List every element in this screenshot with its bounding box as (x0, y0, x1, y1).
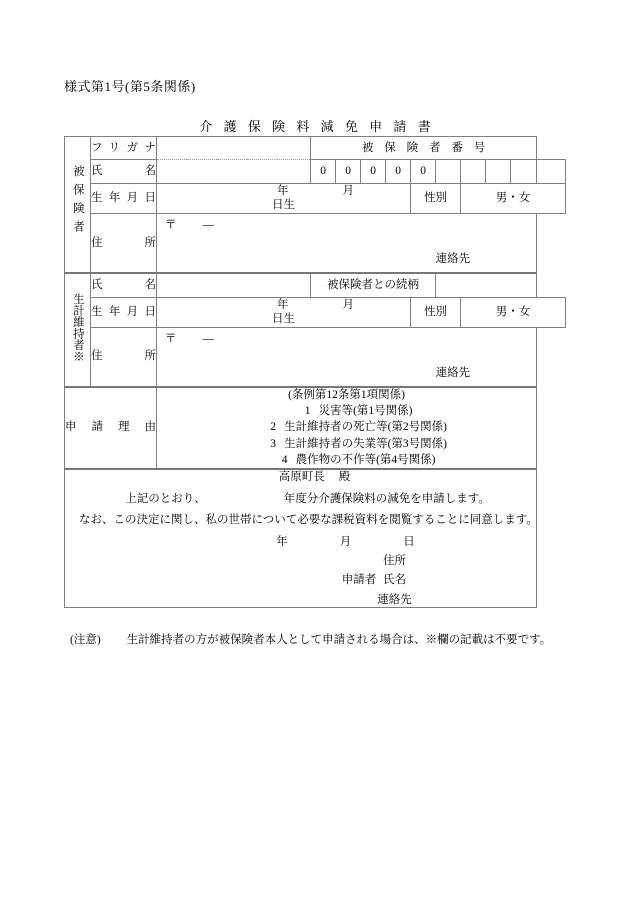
insured-birth-year-unit: 年 (277, 185, 289, 197)
reason-item-1[interactable] (173, 404, 536, 418)
insured-number-digit-7[interactable] (461, 160, 486, 184)
supporter-address-label: 住 所 (91, 327, 157, 387)
applicant-name-label: 氏名 (383, 574, 407, 587)
insured-address-input[interactable] (157, 213, 537, 273)
applicant-label: 申請者 (341, 574, 377, 587)
application-form-table (64, 136, 566, 608)
insured-number-header: 被 保 険 者 番 号 (311, 137, 537, 160)
reason-item-2-text: 生計維持者の死亡等(第2号関係) (284, 421, 448, 434)
insured-side-label-text: 被保険者 (71, 165, 84, 240)
supporter-zip-dash: — (202, 332, 214, 345)
insured-birth-row (65, 184, 566, 214)
insured-birth-label: 生年月日 (91, 184, 157, 214)
supporter-name-input[interactable] (157, 273, 311, 298)
reason-heading: (条例第12条第1項関係) (288, 388, 406, 401)
supporter-address-row (65, 327, 566, 387)
supporter-name-label: 氏 名 (91, 273, 157, 298)
reason-label: 申 請 理 由 (65, 387, 157, 469)
applicant-address-line[interactable] (253, 554, 536, 568)
reason-item-2[interactable] (173, 420, 536, 434)
insured-name-row (65, 160, 566, 184)
declaration-line-2: なお、この決定に関し、私の世帯について必要な課税資料を閲覧することに同意します。 (79, 514, 538, 527)
addressee-name: 高原町長 (278, 470, 325, 483)
insured-number-digit-3[interactable]: 0 (361, 160, 386, 184)
supporter-address-input[interactable] (157, 327, 537, 387)
postal-mark-icon: 〒 (165, 218, 177, 231)
supporter-side-label-text: 生計維持者※ (71, 292, 84, 362)
supporter-birth-year-unit: 年 (277, 298, 289, 311)
supporter-contact-label: 連絡先 (435, 367, 471, 380)
insured-number-digit-2[interactable]: 0 (336, 160, 361, 184)
addressee-honorific: 殿 (338, 470, 351, 483)
declaration-date[interactable] (155, 535, 536, 549)
insured-zip-dash: — (202, 218, 214, 231)
applicant-contact-label: 連絡先 (377, 593, 412, 606)
reason-item-4-text: 農作物の不作等(第4号関係) (295, 454, 436, 467)
insured-number-digit-9[interactable] (511, 160, 537, 184)
insured-name-input[interactable] (157, 160, 311, 184)
insured-number-digit-10[interactable] (537, 160, 566, 184)
supporter-birth-input[interactable] (157, 297, 411, 327)
declaration-line-1-prefix: 上記のとおり、 (125, 492, 206, 505)
insured-gender-label: 性別 (411, 184, 461, 214)
insured-contact-label: 連絡先 (435, 253, 471, 266)
supporter-birth-row (65, 297, 566, 327)
footnote-marker: (注意) (70, 634, 101, 646)
reason-item-1-number: 1 (304, 404, 311, 417)
declaration-month-unit: 月 (339, 535, 352, 548)
insured-birth-month-unit: 月 (342, 185, 355, 197)
declaration-day-unit: 日 (403, 535, 415, 548)
insured-furigana-row (65, 137, 566, 160)
furigana-input[interactable] (157, 137, 311, 160)
footnote-text: 生計維持者の方が被保険者本人として申請される場合は、※欄の記載は不要です。 (126, 634, 552, 646)
supporter-relation-label: 被保険者との続柄 (311, 273, 436, 298)
declaration-line-1 (79, 492, 536, 506)
postal-mark-icon: 〒 (165, 332, 177, 345)
supporter-birth-day-unit: 日生 (272, 313, 296, 326)
supporter-name-row (65, 273, 566, 298)
reason-item-3-number: 3 (270, 437, 276, 450)
supporter-relation-input[interactable] (436, 273, 537, 298)
document-title: 介 護 保 険 料 減 免 申 請 書 (199, 119, 435, 134)
supporter-gender-label: 性別 (411, 297, 461, 327)
reason-item-4[interactable] (173, 453, 536, 467)
declaration-line-1-suffix: 年度分介護保険料の減免を申請します。 (283, 492, 490, 505)
supporter-gender-options[interactable]: 男・女 (461, 297, 566, 327)
supporter-birth-label: 生年月日 (91, 297, 157, 327)
reason-options (157, 387, 537, 469)
insured-number-digit-6[interactable] (436, 160, 461, 184)
reason-row (65, 387, 566, 469)
insured-number-digit-1[interactable]: 0 (311, 160, 336, 184)
applicant-address-label: 住所 (383, 555, 407, 567)
insured-birth-input[interactable] (157, 184, 411, 214)
reason-item-4-number: 4 (281, 454, 288, 467)
insured-number-digit-5[interactable]: 0 (411, 160, 436, 184)
insured-name-label: 氏 名 (91, 160, 157, 184)
footnote (70, 631, 551, 647)
reason-item-3[interactable] (173, 437, 536, 451)
insured-birth-day-unit: 日生 (272, 199, 296, 212)
declaration-addressee (93, 470, 536, 484)
insured-side-label (65, 137, 91, 273)
insured-zip-field[interactable] (165, 218, 214, 232)
reason-item-2-number: 2 (270, 421, 276, 434)
supporter-side-label (65, 273, 91, 387)
insured-gender-options[interactable]: 男・女 (461, 184, 566, 214)
declaration-block (65, 469, 537, 608)
applicant-name-line[interactable] (205, 573, 536, 587)
declaration-year-unit: 年 (276, 535, 288, 548)
supporter-zip-field[interactable] (165, 332, 214, 346)
insured-address-label: 住 所 (91, 213, 157, 273)
insured-number-digit-4[interactable]: 0 (386, 160, 411, 184)
furigana-label: フリガナ (91, 137, 157, 160)
reason-item-3-text: 生計維持者の失業等(第3号関係) (284, 437, 448, 450)
insured-number-digit-8[interactable] (486, 160, 511, 184)
supporter-birth-month-unit: 月 (342, 298, 355, 311)
insured-address-row (65, 213, 566, 273)
declaration-row (65, 469, 566, 608)
applicant-contact-line[interactable] (253, 593, 536, 607)
form-number-label: 様式第1号(第5条関係) (64, 79, 196, 94)
reason-item-1-text: 災害等(第1号関係) (318, 404, 413, 417)
